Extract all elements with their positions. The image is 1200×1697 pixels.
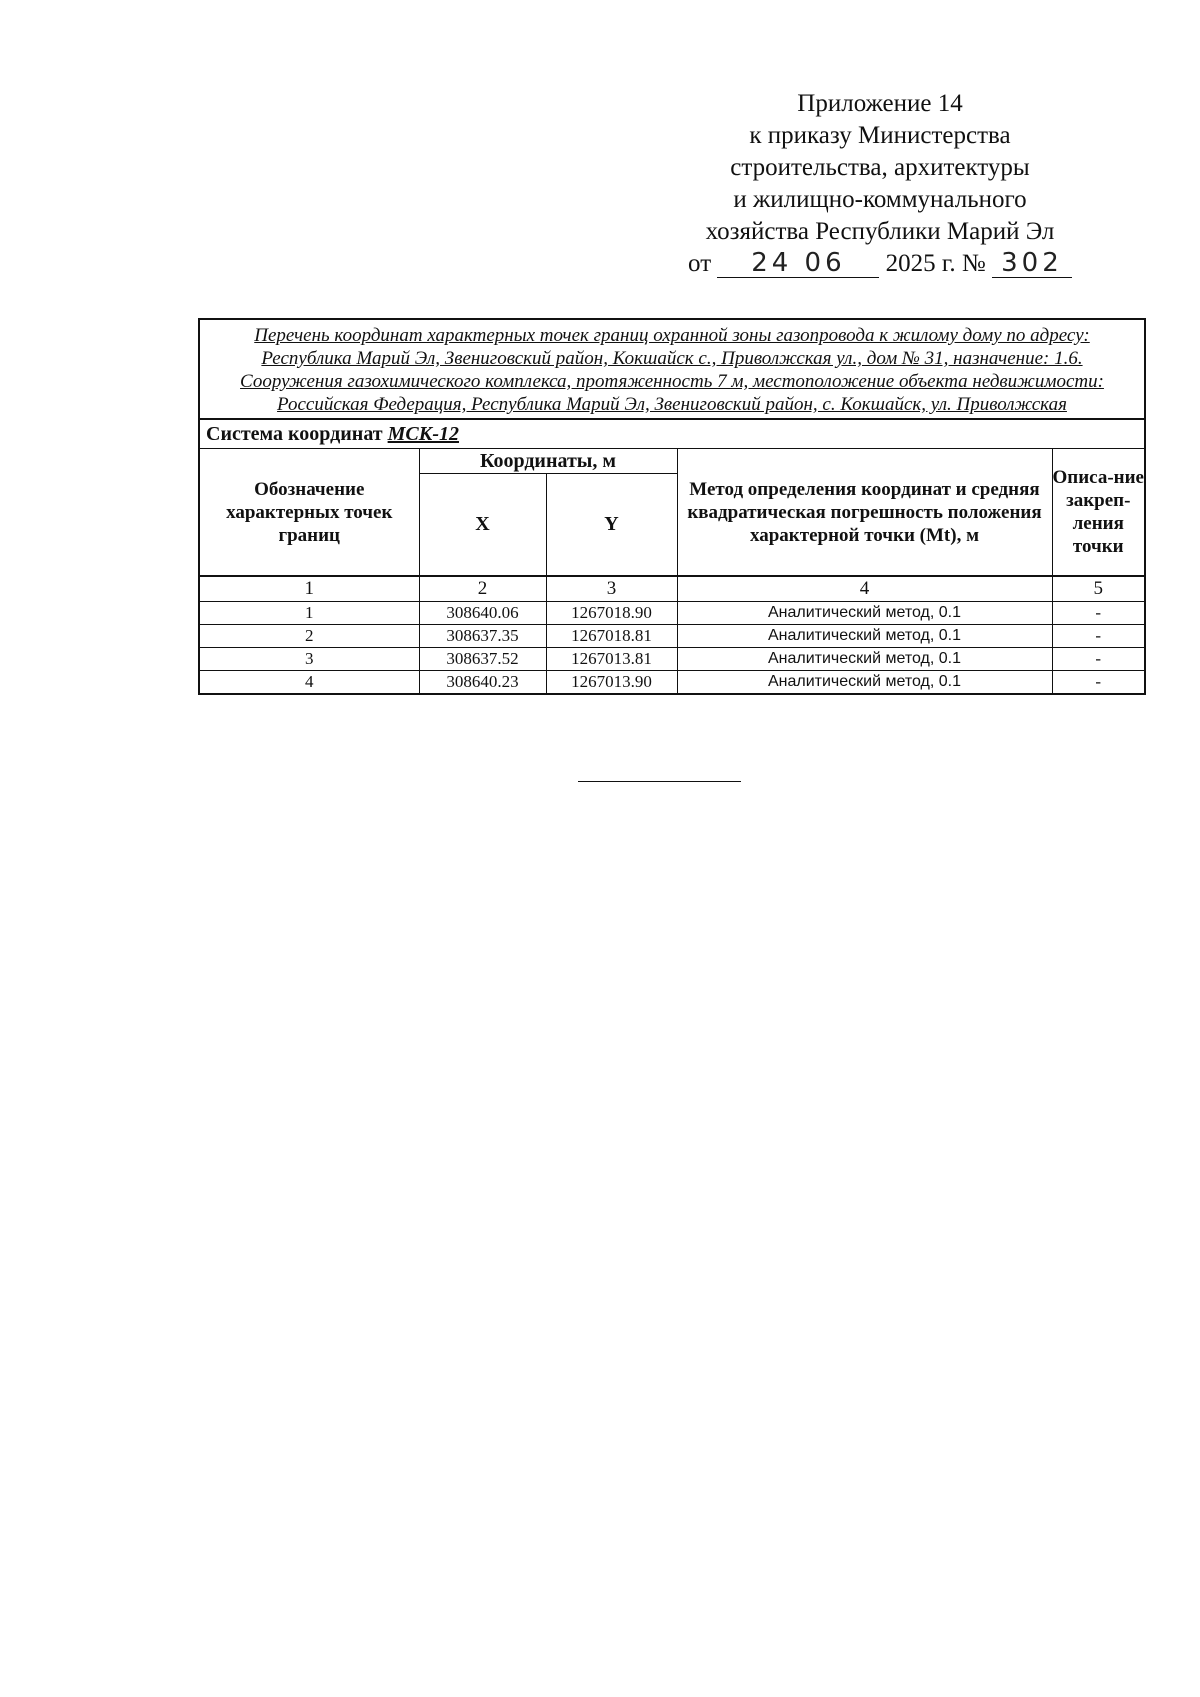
header-y: Y [546,474,677,576]
coord-x: 308640.06 [419,602,546,625]
point-id: 1 [199,602,419,625]
coordinate-system-label: Система координат [206,423,383,445]
fixing-description: - [1052,648,1145,671]
coord-y: 1267013.81 [546,648,677,671]
appendix-line-order: к приказу Министерства [749,122,1011,149]
coordinate-system-filler [1052,419,1145,449]
header-description: Описа-ние закреп-ления точки [1052,449,1145,577]
coord-y: 1267013.90 [546,671,677,695]
coord-x: 308637.52 [419,648,546,671]
method: Аналитический метод, 0.1 [677,625,1052,648]
appendix-header [640,88,1120,280]
appendix-line-ministry: строительства, архитектуры [730,154,1030,181]
coordinates-table [198,318,1146,695]
table-caption: Перечень координат характерных точек границ охранной зоны газопровода к жилому дому по адресу: Республика Марий Эл, Звениговский район, Кокшайск с., Приволжская ул., дом № 31, назначение: 1.6. Сооружения газохимического комплекса, протяженность 7 м, местоположение объекта недвижимости: Российская Федерация, Республика Марий Эл, Звениговский район, с. Кокшайск, ул. Приволжская [199,319,1145,419]
fixing-description: - [1052,602,1145,625]
header-coordinates: Координаты, м [419,449,677,474]
order-year-label: 2025 г. № [885,250,986,277]
coordinate-system [199,419,1052,449]
table-row [199,648,1145,671]
order-number-handwritten: 302 [992,249,1072,278]
fixing-description: - [1052,625,1145,648]
column-number: 4 [677,576,1052,602]
point-id: 3 [199,648,419,671]
column-number-row [199,576,1145,602]
method: Аналитический метод, 0.1 [677,648,1052,671]
fixing-description: - [1052,671,1145,695]
header-designation: Обозначение характерных точек границ [199,449,419,577]
coordinate-system-value: МСК-12 [387,423,459,445]
appendix-line-housing: и жилищно-коммунального [733,186,1027,213]
point-id: 2 [199,625,419,648]
method: Аналитический метод, 0.1 [677,671,1052,695]
order-date-line [640,248,1120,280]
column-number: 5 [1052,576,1145,602]
appendix-line-republic: хозяйства Республики Марий Эл [705,218,1055,245]
coord-y: 1267018.81 [546,625,677,648]
date-prefix: от [688,250,712,277]
header-method: Метод определения координат и средняя квадратическая погрешность положения характерной точки (Mt), м [677,449,1052,577]
order-date-handwritten: 24 06 [717,249,879,278]
end-divider [578,781,741,782]
coord-x: 308640.23 [419,671,546,695]
coord-y: 1267018.90 [546,602,677,625]
column-number: 3 [546,576,677,602]
method: Аналитический метод, 0.1 [677,602,1052,625]
appendix-title: Приложение 14 [797,90,963,117]
column-number: 1 [199,576,419,602]
point-id: 4 [199,671,419,695]
table-row [199,625,1145,648]
header-x: X [419,474,546,576]
column-number: 2 [419,576,546,602]
coord-x: 308637.35 [419,625,546,648]
table-row [199,671,1145,695]
table-row [199,602,1145,625]
